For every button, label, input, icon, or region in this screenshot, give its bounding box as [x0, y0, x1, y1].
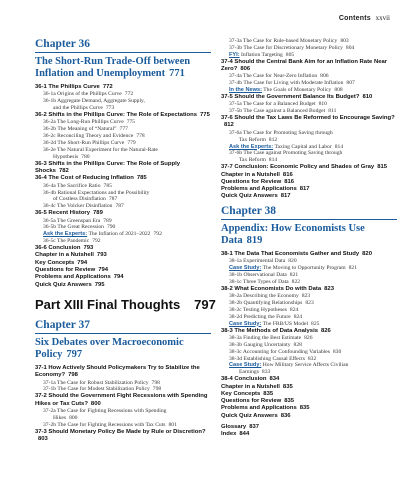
entry-text: 37-3a The Case for Rule-based Monetary Policy: [229, 38, 338, 44]
feature-tag: Ask the Experts:: [229, 143, 274, 150]
entry-page: 775: [126, 119, 136, 126]
entry-text: 37-4 Should the Central Bank Aim for an Inflation Rate Near Zero?: [221, 58, 388, 73]
entry-text: 38-1a Experimental Data: [229, 258, 286, 265]
entry-continuation-text: Tax Reform: [239, 157, 266, 164]
entry-page: 785: [136, 175, 147, 182]
entry-page: 812: [224, 122, 234, 129]
toc-subsection-entry[interactable]: [35, 126, 211, 133]
toc-section-entry[interactable]: [35, 393, 211, 408]
toc-section-entry[interactable]: [35, 175, 211, 182]
entry-text: 36-1a Origins of the Phillips Curve: [43, 91, 122, 98]
toc-subsection-entry[interactable]: [221, 293, 397, 300]
toc-entry-glossary[interactable]: [221, 424, 397, 431]
feature-tag: Case Study:: [229, 362, 262, 369]
entry-text: 38-1 The Data That Economists Gather and Study: [221, 250, 360, 257]
entry-page: 810: [318, 101, 327, 108]
entry-page: 805: [285, 51, 295, 58]
entry-text: 38-2c Testing Hypotheses: [229, 306, 287, 313]
entry-page: 824: [293, 313, 303, 320]
toc-subsection-entry[interactable]: [221, 335, 397, 342]
entry-page: 835: [284, 398, 295, 405]
entry-text: Taxing Capital and Labor: [274, 143, 332, 150]
toc-section-entry[interactable]: [221, 164, 397, 171]
entry-text: 36-4b Rational Expectations and the Possibility: [43, 189, 150, 196]
entry-text: 37-7 Conclusion: Economic Policy and Shades of Gray: [221, 164, 375, 171]
toc-end-entry[interactable]: [221, 376, 397, 383]
part-page: 797: [194, 296, 216, 312]
chapter-title-text: The Short-Run Trade-Off between Inflation and Unemployment: [35, 56, 191, 79]
entry-text: 36-5 Recent History: [35, 210, 91, 217]
page-header: [339, 14, 390, 22]
entry-page: 815: [377, 164, 388, 171]
toc-subsection-entry[interactable]: [35, 408, 211, 422]
toc-subsection-entry[interactable]: [221, 265, 397, 272]
toc-end-entry[interactable]: [221, 413, 397, 420]
entry-text: 36-2 Shifts in the Phillips Curve: The Role of Expectations: [35, 112, 198, 119]
entry-page: 806: [240, 66, 251, 73]
header-page-number: xxvii: [375, 14, 390, 22]
entry-text: The Goals of Monetary Policy: [263, 87, 332, 94]
entry-page: 775: [200, 112, 210, 119]
entry-text: Key Concepts: [35, 259, 75, 266]
toc-entry-index[interactable]: [221, 431, 397, 438]
toc-subsection-entry[interactable]: [221, 300, 397, 307]
entry-text: 36-4c The Volcker Disinflation: [43, 203, 113, 210]
entry-text: Quick Quiz Answers: [221, 412, 278, 419]
part-label: Part XIII Final Thoughts: [35, 296, 181, 312]
entry-page: 787: [115, 203, 124, 210]
entry-continuation-text: of Costless Disinflation: [53, 196, 106, 203]
entry-continuation-text: and the Phillips Curve: [53, 105, 103, 112]
entry-page: 810: [362, 94, 373, 101]
entry-text: 37-3b The Case for Discretionary Monetary Policy: [229, 44, 343, 51]
entry-text: 36-1b Aggregate Demand, Aggregate Supply,: [43, 98, 145, 105]
entry-text: 38-2 What Economists Do with Data: [221, 285, 322, 292]
feature-tag: In the News:: [229, 87, 262, 94]
chapter-number: Chapter 37: [35, 319, 211, 334]
entry-page: 804: [345, 44, 355, 51]
chapter-page: 819: [246, 234, 263, 246]
entry-page: 825: [311, 320, 320, 327]
entry-page: 798: [152, 386, 162, 393]
entry-page: 817: [299, 186, 310, 193]
toc-section-entry[interactable]: [221, 251, 397, 258]
entry-text: 36-2c Reconciling Theory and Evidence: [43, 133, 134, 140]
toc-end-entry[interactable]: [35, 274, 211, 281]
entry-page: 785: [103, 182, 112, 189]
toc-subsection-entry[interactable]: [221, 38, 397, 45]
entry-page: 808: [334, 87, 343, 94]
entry-page: 834: [269, 376, 280, 383]
entry-page: 792: [153, 231, 162, 238]
entry-continuation-text: Hikes: [53, 414, 67, 421]
toc-subsection-entry[interactable]: [221, 144, 397, 151]
entry-text: 38-2d Predicting the Future: [229, 313, 291, 320]
entry-text: 36-5b The Great Recession: [43, 224, 104, 231]
chapter-title[interactable]: [221, 223, 397, 247]
entry-text: Chapter in a Nutshell: [221, 171, 280, 178]
entry-page: 800: [90, 400, 101, 407]
chapter-36-entries: [35, 84, 211, 289]
entry-page: 798: [68, 372, 78, 379]
entry-page: 773: [105, 105, 115, 112]
entry-page: 792: [92, 238, 101, 245]
entry-text-continuation: [229, 369, 397, 376]
entry-text-continuation: [229, 157, 397, 164]
entry-page: 844: [239, 431, 250, 438]
entry-text: Questions for Review: [35, 267, 96, 274]
toc-subsection-entry[interactable]: [221, 279, 397, 286]
feature-tag: FYI:: [229, 51, 240, 58]
entry-page: 803: [38, 435, 48, 442]
toc-subsection-entry[interactable]: [221, 108, 397, 115]
entry-text: Glossary: [221, 424, 247, 431]
toc-section-entry[interactable]: [221, 59, 397, 74]
entry-page: 835: [282, 383, 293, 390]
toc-section-entry[interactable]: [221, 286, 397, 293]
entry-text: Problems and Applications: [221, 405, 297, 412]
entry-page: 772: [102, 84, 113, 90]
entry-page: 789: [93, 210, 103, 217]
entry-text: 36-3 Shifts in the Phillips Curve: The Role of Supply Shocks: [35, 160, 180, 175]
entry-text: 38-2a Describing the Economy: [229, 292, 299, 299]
toc-section-entry[interactable]: [35, 429, 211, 444]
entry-page: 795: [94, 281, 105, 288]
entry-text-continuation: [43, 154, 211, 161]
entry-text: Index: [221, 431, 237, 438]
entry-page: 811: [328, 108, 337, 115]
entry-page: 812: [268, 136, 278, 143]
feature-tag: Case Study:: [229, 264, 262, 271]
entry-text: Questions for Review: [221, 178, 282, 185]
entry-text: 38-3a Finding the Best Estimate: [229, 334, 302, 341]
entry-page: 821: [348, 264, 357, 271]
toc-section-entry[interactable]: [35, 161, 211, 176]
toc-subsection-entry[interactable]: [221, 362, 397, 376]
entry-page: 820: [362, 250, 372, 257]
entry-page: 824: [289, 306, 299, 313]
part-heading: [35, 296, 216, 312]
entry-page: 814: [268, 157, 278, 164]
entry-text: 38-3b Gauging Uncertainty: [229, 341, 291, 348]
entry-page: 801: [168, 421, 177, 428]
toc-section-entry[interactable]: [221, 115, 397, 130]
entry-page: 814: [334, 143, 344, 150]
entry-text: 37-3 Should Monetary Policy Be Made by Rule or Discretion?: [35, 428, 206, 435]
toc-subsection-entry[interactable]: [35, 422, 211, 429]
entry-page: 821: [289, 271, 299, 278]
toc-subsection-entry[interactable]: [35, 147, 211, 161]
entry-text: 36-2e The Natural Experiment for the Natural-Rate: [43, 146, 158, 153]
entry-text-continuation: [43, 105, 211, 112]
entry-text: Chapter in a Nutshell: [35, 252, 94, 259]
entry-text: 37-1 How Actively Should Policymakers Try to Stabilize the Economy?: [35, 364, 200, 379]
toc-subsection-entry[interactable]: [35, 140, 211, 147]
header-title: Contents: [338, 15, 371, 22]
entry-text: 38-2b Quantifying Relationships: [229, 299, 303, 306]
entry-page: 833: [261, 369, 271, 376]
toc-subsection-entry[interactable]: [221, 87, 397, 94]
entry-text: Inflation Targeting: [240, 51, 283, 58]
feature-tag: Ask the Experts:: [43, 231, 88, 238]
chapter-37-entries: [35, 365, 211, 443]
entry-text: The Inflation of 2021–2022: [88, 231, 151, 238]
entry-page: 837: [249, 424, 260, 431]
entry-text: 38-3d Establishing Causal Effects: [229, 355, 305, 362]
entry-page: 790: [106, 224, 116, 231]
entry-page: 835: [263, 390, 274, 397]
toc-subsection-entry[interactable]: [35, 190, 211, 204]
entry-text: 37-4b The Case for Living with Moderate Inflation: [229, 80, 344, 87]
toc-section-entry[interactable]: [35, 210, 211, 217]
toc-subsection-entry[interactable]: [221, 307, 397, 314]
entry-page: 794: [113, 274, 124, 281]
entry-text: 37-5a The Case for a Balanced Budget: [229, 101, 316, 108]
toc-subsection-entry[interactable]: [221, 52, 397, 59]
toc-subsection-entry[interactable]: [221, 101, 397, 108]
entry-text: Problems and Applications: [221, 186, 297, 193]
entry-text: 38-1c Three Types of Data: [229, 278, 289, 285]
toc-end-entry[interactable]: [221, 193, 397, 200]
toc-subsection-entry[interactable]: [221, 130, 397, 144]
entry-page: 835: [299, 405, 310, 412]
entry-page: 793: [83, 245, 94, 252]
entry-text: 38-4 Conclusion: [221, 376, 267, 383]
entry-page: 826: [321, 327, 331, 334]
toc-subsection-entry[interactable]: [221, 314, 397, 321]
entry-page: 816: [282, 171, 293, 178]
toc-subsection-entry[interactable]: [35, 98, 211, 112]
chapter-number: Chapter 36: [35, 38, 211, 53]
entry-page: 820: [288, 258, 297, 265]
entry-text: 37-2 Should the Government Fight Recessions with Spending Hikes or Tax Cuts?: [35, 393, 208, 407]
entry-page: 830: [332, 348, 342, 355]
chapter-title[interactable]: [35, 56, 211, 80]
entry-page: 823: [301, 292, 311, 299]
entry-text: 36-4 The Cost of Reducing Inflation: [35, 175, 134, 182]
entry-text: 36-2d The Short-Run Phillips Curve: [43, 140, 125, 147]
toc-end-entry[interactable]: [221, 384, 397, 391]
entry-text: 37-6a The Case for Promoting Saving through: [229, 129, 333, 136]
chapter-38-entries: [221, 251, 397, 420]
entry-page: 794: [77, 259, 88, 266]
entry-page: 777: [119, 126, 128, 133]
entry-text: 38-1b Observational Data: [229, 271, 287, 278]
entry-text: 37-2a The Case for Fighting Recessions with Spending: [43, 407, 167, 414]
entry-page: 789: [103, 217, 112, 224]
entry-page: 832: [307, 355, 317, 362]
entry-page: 778: [136, 133, 145, 140]
entry-text: Questions for Review: [221, 398, 282, 405]
toc-subsection-entry[interactable]: [221, 150, 397, 164]
entry-page: 826: [304, 334, 313, 341]
entry-text: 36-6 Conclusion: [35, 245, 81, 252]
entry-page: 823: [305, 299, 314, 306]
toc-end-entry[interactable]: [221, 405, 397, 412]
entry-page: 822: [291, 278, 301, 285]
entry-text: 37-1a The Case for Robust Stabilization Policy: [43, 379, 149, 386]
entry-page: 803: [340, 38, 349, 44]
toc-end-entry[interactable]: [221, 398, 397, 405]
toc-end-entry[interactable]: [35, 252, 211, 259]
entry-text: Quick Quiz Answers: [221, 193, 278, 200]
chapter-title[interactable]: [35, 337, 211, 361]
chapter-number: Chapter 38: [221, 205, 397, 220]
entry-page: 816: [284, 178, 295, 185]
entry-page: 823: [324, 285, 334, 292]
toc-end-entry[interactable]: [35, 245, 211, 252]
toc-subsection-entry[interactable]: [35, 238, 211, 245]
entry-page: 787: [108, 196, 118, 203]
toc-subsection-entry[interactable]: [35, 386, 211, 393]
entry-text: The Moving to Opportunity Program: [262, 264, 346, 271]
entry-page: 772: [124, 91, 134, 98]
entry-page: 807: [346, 80, 355, 87]
toc-right-column: [221, 38, 397, 439]
entry-page: 794: [98, 267, 109, 274]
entry-text: The FRB/US Model: [262, 320, 309, 327]
entry-text: 36-5c The Pandemic: [43, 238, 90, 245]
entry-text: 37-5b The Case against a Balanced Budget: [229, 108, 326, 115]
entry-page: 836: [280, 412, 291, 419]
toc-end-entry[interactable]: [221, 172, 397, 179]
entry-continuation-text: Tax Reform: [239, 136, 266, 143]
toc-left-column: [35, 38, 216, 443]
entry-page: 806: [320, 73, 329, 80]
entry-text: 37-1b The Case for Modest Stabilization Policy: [43, 386, 150, 393]
entry-text: 37-2b The Case for Fighting Recessions with Tax Cuts: [43, 421, 166, 428]
entry-text: Problems and Applications: [35, 274, 111, 281]
entry-page: 798: [151, 379, 160, 386]
entry-text-continuation: [229, 137, 397, 144]
toc-subsection-entry[interactable]: [221, 272, 397, 279]
toc-subsection-entry[interactable]: [35, 91, 211, 98]
toc-subsection-entry[interactable]: [221, 342, 397, 349]
chapter-page: 797: [66, 348, 83, 360]
entry-text: 37-6b The Case against Promoting Saving through: [229, 150, 343, 157]
chapter-title-text: Appendix: How Economists Use Data: [221, 222, 365, 246]
entry-text: 37-4a The Case for Near-Zero Inflation: [229, 73, 318, 80]
toc-subsection-entry[interactable]: [35, 203, 211, 210]
toc-subsection-entry[interactable]: [35, 218, 211, 225]
entry-text: 36-2b The Meaning of “Natural”: [43, 126, 117, 133]
toc-end-entry[interactable]: [35, 267, 211, 274]
entry-text: 38-3 The Methods of Data Analysis: [221, 327, 318, 334]
entry-page: 828: [293, 341, 302, 348]
entry-text: 38-3c Accounting for Confounding Variables: [229, 348, 330, 355]
toc-subsection-entry[interactable]: [221, 45, 397, 52]
toc-end-entry[interactable]: [221, 186, 397, 193]
entry-text-continuation: [43, 415, 211, 422]
toc-subsection-entry[interactable]: [221, 349, 397, 356]
toc-section-entry[interactable]: [221, 328, 397, 335]
toc-subsection-entry[interactable]: [35, 231, 211, 238]
entry-continuation-text: Hypothesis: [53, 153, 79, 160]
toc-end-entry[interactable]: [221, 391, 397, 398]
entry-text: Quick Quiz Answers: [35, 281, 92, 288]
entry-text: How Military Service Affects Civilian: [262, 362, 349, 369]
entry-page: 817: [280, 193, 291, 200]
entry-continuation-text: Earnings: [239, 369, 259, 376]
entry-text: Chapter in a Nutshell: [221, 383, 280, 390]
entry-text: 36-5a The Greenspan Era: [43, 217, 101, 224]
entry-text: 37-6 Should the Tax Laws Be Reformed to Encourage Saving?: [221, 115, 395, 122]
entry-text: 36-1 The Phillips Curve: [35, 84, 100, 90]
chapter-title-text: Six Debates over Macroeconomic Policy: [35, 336, 184, 360]
entry-page: 780: [81, 153, 90, 160]
toc-section-entry[interactable]: [35, 112, 211, 119]
feature-tag: Case Study:: [229, 320, 262, 327]
toc-subsection-entry[interactable]: [35, 133, 211, 140]
chapter-page: 771: [169, 68, 185, 79]
toc-subsection-entry[interactable]: [221, 258, 397, 265]
toc-section-entry[interactable]: [35, 365, 211, 380]
toc-subsection-entry[interactable]: [221, 321, 397, 328]
entry-page: 793: [96, 252, 107, 259]
chapter-37-continued-entries: [221, 38, 397, 201]
entry-text: 36-4a The Sacrifice Ratio: [43, 182, 101, 189]
entry-text: 36-2a The Long-Run Phillips Curve: [43, 119, 124, 126]
entry-page: 782: [58, 168, 69, 175]
entry-page: 800: [69, 414, 78, 421]
toc-subsection-entry[interactable]: [35, 183, 211, 190]
toc-end-entry[interactable]: [35, 260, 211, 267]
toc-end-entry[interactable]: [221, 179, 397, 186]
entry-text: 37-5 Should the Government Balance Its Budget?: [221, 94, 360, 101]
toc-end-entry[interactable]: [35, 282, 211, 289]
entry-text: Key Concepts: [221, 390, 261, 397]
entry-page: 779: [127, 140, 136, 147]
